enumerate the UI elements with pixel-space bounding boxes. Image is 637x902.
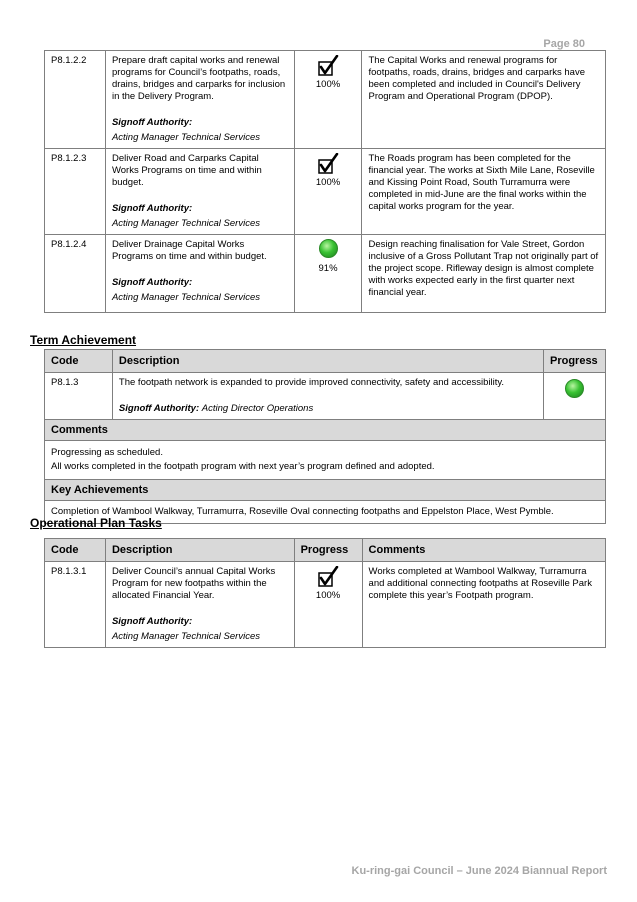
progress-cell xyxy=(294,51,362,149)
signoff-label: Signoff Authority: xyxy=(111,203,193,214)
signoff-authority: Acting Manager Technical Services xyxy=(111,292,260,303)
progress-cell xyxy=(543,373,605,420)
comments-row xyxy=(45,441,606,480)
signoff-authority: Acting Director Operations xyxy=(201,403,314,414)
table-header-row xyxy=(45,539,606,562)
task-code: P8.1.2.2 xyxy=(45,51,106,149)
comments-label: Comments xyxy=(45,420,606,441)
progress-percent: 100% xyxy=(315,590,341,601)
task-description: Deliver Drainage Capital Works Programs on time and within budget. Signoff Authority: Acting Manager Technical Services xyxy=(105,235,294,313)
signoff-authority: Acting Manager Technical Services xyxy=(111,218,260,229)
task-code: P8.1.2.4 xyxy=(45,235,106,313)
task-comment: Design reaching finalisation for Vale Street, Gordon inclusive of a Gross Pollutant Trap not originally part of the project scope. Rifleway design is almost complete with works expected early in the first quarter next financial year. xyxy=(362,235,606,313)
table-header-row xyxy=(45,350,606,373)
column-header-description: Description xyxy=(105,539,294,562)
signoff-label: Signoff Authority: xyxy=(118,403,200,414)
signoff-authority: Acting Manager Technical Services xyxy=(111,631,260,642)
column-header-progress: Progress xyxy=(294,539,362,562)
task-comment: The Roads program has been completed for the financial year. The works at Sixth Mile Lane, Roseville and Kissing Point Road, South Turramurra were completed in mid-June are the final works within the capital works program for the year. xyxy=(362,149,606,235)
signoff-authority: Acting Manager Technical Services xyxy=(111,132,260,143)
column-header-code: Code xyxy=(45,539,106,562)
term-description: The footpath network is expanded to provide improved connectivity, safety and accessibility. Signoff Authority: Acting Director Operations xyxy=(112,373,543,420)
page-number: Page 80 xyxy=(543,38,585,50)
signoff-label: Signoff Authority: xyxy=(111,616,193,627)
task-code: P8.1.3.1 xyxy=(45,562,106,648)
progress-percent: 100% xyxy=(315,177,341,188)
progress-cell xyxy=(294,149,362,235)
task-code: P8.1.2.3 xyxy=(45,149,106,235)
checkmark-icon xyxy=(317,153,339,175)
task-description: Deliver Council’s annual Capital Works Program for new footpaths within the allocated Financial Year. Signoff Authority: Acting Manager Technical Services xyxy=(105,562,294,648)
table-row xyxy=(45,149,606,235)
progress-percent: 100% xyxy=(315,79,341,90)
term-achievement-heading: Term Achievement xyxy=(30,333,137,347)
key-achievements-header-row xyxy=(45,480,606,501)
column-header-comments: Comments xyxy=(362,539,605,562)
key-achievements-text: Completion of Wambool Walkway, Turramurra, Roseville Oval connecting footpaths and Eppelston Place, West Pymble. xyxy=(45,501,606,524)
column-header-description: Description xyxy=(112,350,543,373)
checkmark-icon xyxy=(317,55,339,77)
table-row xyxy=(45,373,606,420)
signoff-label: Signoff Authority: xyxy=(111,117,193,128)
capital-works-table xyxy=(44,50,606,313)
operational-plan-table xyxy=(44,538,606,648)
progress-cell xyxy=(294,562,362,648)
task-description: Prepare draft capital works and renewal programs for Council’s footpaths, roads, drains, bridges and carparks for inclusion in the Delivery Program. Signoff Authority: Acting Manager Technical Services xyxy=(105,51,294,149)
term-code: P8.1.3 xyxy=(45,373,113,420)
table-row xyxy=(45,562,606,648)
key-achievements-label: Key Achievements xyxy=(45,480,606,501)
report-footer: Ku-ring-gai Council – June 2024 Biannual Report xyxy=(351,865,607,877)
comments-text: Progressing as scheduled. All works completed in the footpath program with next year’s program defined and adopted. xyxy=(45,441,606,480)
term-achievement-table xyxy=(44,349,606,524)
progress-cell xyxy=(294,235,362,313)
task-description: Deliver Road and Carparks Capital Works Programs on time and within budget. Signoff Authority: Acting Manager Technical Services xyxy=(105,149,294,235)
comments-header-row xyxy=(45,420,606,441)
column-header-progress: Progress xyxy=(543,350,605,373)
progress-percent: 91% xyxy=(318,263,338,274)
green-status-dot-icon xyxy=(565,379,584,398)
task-comment: The Capital Works and renewal programs for footpaths, roads, drains, bridges and carparks have been completed and included in Council's Delivery Program and Operational Program (DPOP). xyxy=(362,51,606,149)
task-comment: Works completed at Wambool Walkway, Turramurra and additional connecting footpaths at Roseville Park complete this year’s Footpath program. xyxy=(362,562,605,648)
table-row xyxy=(45,51,606,149)
table-row xyxy=(45,235,606,313)
column-header-code: Code xyxy=(45,350,113,373)
checkmark-icon xyxy=(317,566,339,588)
green-status-dot-icon xyxy=(319,239,338,258)
signoff-label: Signoff Authority: xyxy=(111,277,193,288)
operational-plan-heading: Operational Plan Tasks xyxy=(30,516,162,530)
